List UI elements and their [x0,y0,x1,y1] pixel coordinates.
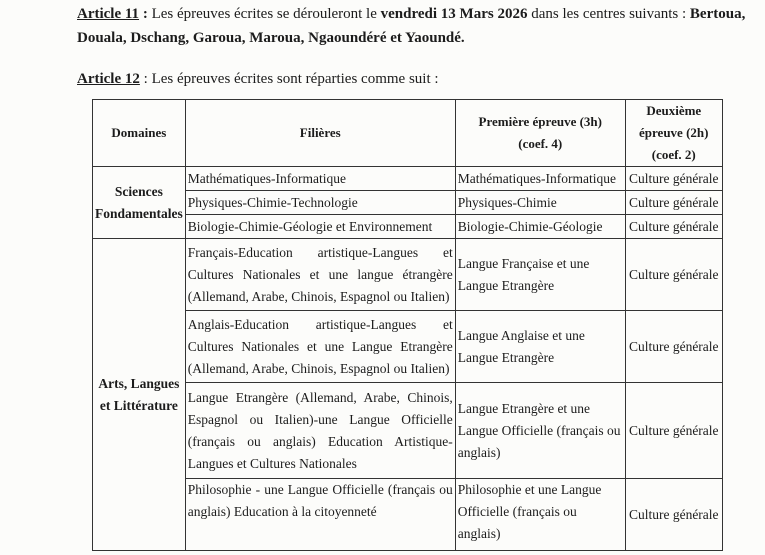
filiere-cell: Mathématiques-Informatique [185,167,455,191]
filiere-cell: Langue Etrangère (Allemand, Arabe, Chinois, Espagnol ou Italien)-une Langue Officielle (français ou anglais) Education Artistique-Langues et Cultures Nationales [185,383,455,479]
header-premiere-line2: (coef. 4) [518,136,563,151]
article-12 [77,67,439,91]
article-12-colon: : [139,71,152,87]
deuxieme-epreuve-cell: Culture générale [625,215,722,239]
domaine2-line1: Arts, Langues [98,375,180,391]
premiere-epreuve-cell: Biologie-Chimie-Géologie [455,215,625,239]
table-row [93,239,723,311]
article-11-text1: Les épreuves écrites se dérouleront le [151,6,381,22]
premiere-epreuve-cell: Physiques-Chimie [455,191,625,215]
header-deuxieme-line2: épreuve (2h) [639,125,709,140]
filiere-cell: Biologie-Chimie-Géologie et Environnement [185,215,455,239]
table-row [93,479,723,551]
filiere-cell: Anglais-Education artistique-Langues et Cultures Nationales et une Langue Etrangère (Allemand, Arabe, Chinois, Espagnol ou Italien) [185,311,455,383]
table-row [93,167,723,191]
header-premiere-epreuve [455,100,625,167]
premiere-epreuve-cell: Langue Française et une Langue Etrangère [455,239,625,311]
article-12-label: Article 12 [77,71,140,87]
table-row [93,383,723,479]
filiere-cell: Philosophie - une Langue Officielle (français ou anglais) Education à la citoyenneté [185,479,455,551]
header-deuxieme-line1: Deuxième [646,103,702,118]
article-11-label: Article 11 [77,6,140,22]
article-11 [77,2,765,50]
table-row [93,215,723,239]
table-row [93,191,723,215]
domaine1-line2: Fondamentales [95,205,183,221]
deuxieme-epreuve-cell: Culture générale [625,239,722,311]
table-header-row [93,100,723,167]
domaine-sciences-fondamentales [93,167,186,239]
domaine-arts-langues-litterature [93,239,186,551]
article-11-text2: dans les centres suivants : [527,6,690,22]
header-premiere-line1: Première épreuve (3h) [478,114,602,129]
deuxieme-epreuve-cell: Culture générale [625,167,722,191]
article-12-text: Les épreuves écrites sont réparties comme suit : [151,71,439,87]
premiere-epreuve-cell: Mathématiques-Informatique [455,167,625,191]
header-domaines: Domaines [93,100,186,167]
filiere-cell: Physiques-Chimie-Technologie [185,191,455,215]
domaine1-line1: Sciences [114,183,163,199]
premiere-epreuve-cell: Langue Anglaise et une Langue Etrangère [455,311,625,383]
filiere-cell: Français-Education artistique-Langues et Cultures Nationales et une langue étrangère (Allemand, Arabe, Chinois, Espagnol ou Italien) [185,239,455,311]
deuxieme-epreuve-cell: Culture générale [625,479,722,551]
domaine2-line2: et Littérature [99,397,178,413]
deuxieme-epreuve-cell: Culture générale [625,191,722,215]
header-deuxieme-epreuve [625,100,722,167]
deuxieme-epreuve-cell: Culture générale [625,383,722,479]
article-11-date: vendredi 13 Mars 2026 [380,6,528,22]
article-11-colon: : [139,6,152,22]
table-row [93,311,723,383]
premiere-epreuve-cell: Langue Etrangère et une Langue Officielle (français ou anglais) [455,383,625,479]
header-filieres: Filières [185,100,455,167]
premiere-epreuve-cell: Philosophie et une Langue Officielle (français ou anglais) [455,479,625,551]
article-11-centres: Bertoua, Douala, Dschang, Garoua, Maroua, Ngaoundéré et Yaoundé. [77,6,746,46]
epreuves-table [92,99,723,551]
deuxieme-epreuve-cell: Culture générale [625,311,722,383]
header-deuxieme-line3: (coef. 2) [651,147,696,162]
